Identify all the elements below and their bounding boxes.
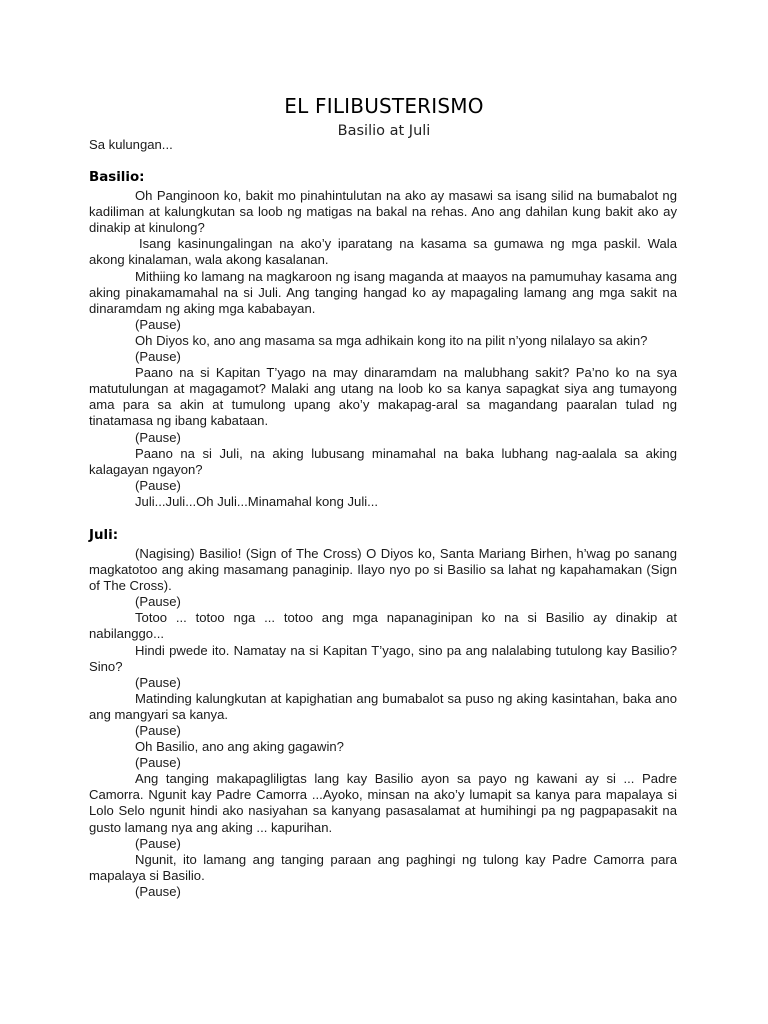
dialogue-paragraph: Matinding kalungkutan at kapighatian ang bumabalot sa puso ng aking kasintahan, baka ano ang mangyari sa kanya.	[89, 690, 677, 722]
dialogue-paragraph: Paano na si Juli, na aking lubusang minamahal na baka lubhang nag-aalala sa aking kalagayan ngayon?	[89, 445, 677, 477]
dialogue-paragraph: Totoo ... totoo nga ... totoo ang mga napanaginipan ko na si Basilio ay dinakip at nabilanggo...	[89, 610, 677, 642]
stage-direction-pause: (Pause)	[135, 349, 181, 365]
script-body	[89, 137, 677, 900]
stage-direction-pause: (Pause)	[135, 594, 181, 610]
stage-direction-pause: (Pause)	[135, 835, 181, 851]
dialogue-paragraph: (Nagising) Basilio! (Sign of The Cross) O Diyos ko, Santa Mariang Birhen, h’wag po sanang magkatotoo ang aking masamang panaginip. Ilayo nyo po si Basilio sa lahat ng kapahamakan (Sign of The Cross).	[89, 545, 677, 594]
dialogue-paragraph: Paano na si Kapitan T’yago na may dinaramdam na malubhang sakit? Pa’no ko na sya matutulungan at magagamot? Malaki ang utang na loob ko sa kanya sapagkat siya ang tumayong ama para sa akin at tumulong upang ako’y makapag-aral sa magandang paaralan tulad ng tinatamasa ng ibang kabataan.	[89, 365, 677, 429]
stage-direction-pause: (Pause)	[135, 723, 181, 738]
dialogue-paragraph: Isang kasinungalingan na ako’y iparatang na kasama sa gumawa ng mga paskil. Wala akong kinalaman, wala akong kasalanan.	[89, 236, 677, 268]
dialogue-paragraph: Ang tanging makapagliligtas lang kay Basilio ayon sa payo ng kawani ay si ... Padre Camorra. Ngunit kay Padre Camorra ...Ayoko, minsan na ako’y lumapit sa kanya para mapalaya si Lolo Selo ngunit hindi ako nasiyahan sa kanyang pasasalamat at humihingi pa ng pagpapasakit na gusto lamang nya ang aking ... kapurihan.	[89, 771, 677, 835]
stage-direction-pause: (Pause)	[135, 674, 181, 690]
document-title: EL FILIBUSTERISMO	[284, 94, 484, 118]
speaker-section-juli	[89, 527, 677, 900]
speaker-name-basilio: Basilio:	[89, 170, 145, 186]
stage-direction-pause: (Pause)	[135, 477, 181, 493]
stage-direction-pause: (Pause)	[135, 316, 181, 332]
dialogue-paragraph: Oh Panginoon ko, bakit mo pinahintulutan na ako ay masawi sa isang silid na bumabalot ng kadiliman at kalungkutan sa loob ng matigas na bakal na rehas. Ano ang dahilan kung bakit ako ay dinakip at kinulong?	[89, 188, 677, 236]
dialogue-paragraph: Juli...Juli...Oh Juli...Minamahal kong Juli...	[135, 493, 379, 509]
dialogue-paragraph: Oh Diyos ko, ano ang masama sa mga adhikain kong ito na pilit n’yong nilalayo sa akin?	[135, 332, 648, 348]
scene-setting: Sa kulungan...	[89, 137, 173, 152]
stage-direction-pause: (Pause)	[135, 755, 181, 771]
dialogue-paragraph: Hindi pwede ito. Namatay na si Kapitan T’yago, sino pa ang nalalabing tutulong kay Basilio? Sino?	[89, 642, 677, 674]
dialogue-paragraph: Ngunit, ito lamang ang tanging paraan ang paghingi ng tulong kay Padre Camorra para mapalaya si Basilio.	[89, 851, 677, 883]
dialogue-paragraph: Oh Basilio, ano ang aking gagawin?	[135, 739, 344, 755]
speaker-section-basilio	[89, 169, 677, 510]
dialogue-paragraph: Mithiing ko lamang na magkaroon ng isang maganda at maayos na pamumuhay kasama ang aking pinakamamahal na si Juli. Ang tanging hangad ko ay mapagaling lamang ang mga sakit na dinaramdam ng aking mga kababayan.	[89, 268, 677, 316]
document-subtitle: Basilio at Juli	[337, 123, 431, 139]
speaker-name-juli: Juli:	[89, 527, 119, 543]
stage-direction-pause: (Pause)	[135, 883, 181, 899]
stage-direction-pause: (Pause)	[135, 429, 181, 445]
